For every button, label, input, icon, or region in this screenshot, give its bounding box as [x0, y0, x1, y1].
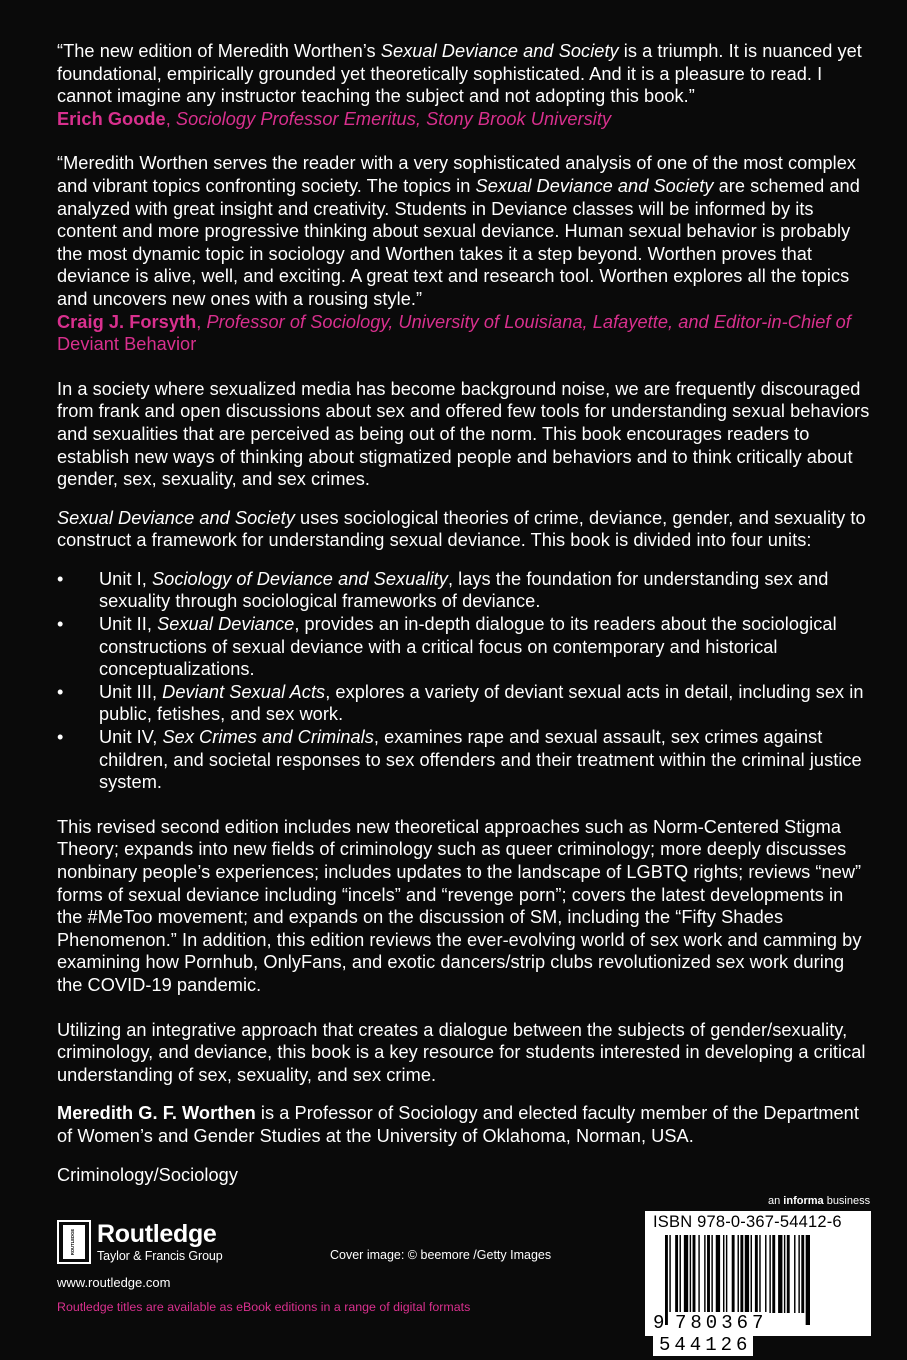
routledge-mark-text: ROUTLEDGE — [70, 1228, 75, 1256]
review-1-attribution: Erich Goode, Sociology Professor Emeritus, Stony Brook University — [57, 108, 612, 129]
informa-brand: informa — [783, 1195, 824, 1207]
back-cover-text — [57, 40, 872, 1186]
review-2-attribution: Craig J. Forsyth, Professor of Sociology, University of Louisiana, Lafayette, and Editor-in-Chief of Deviant Behavior — [57, 311, 851, 355]
routledge-logo — [57, 1220, 257, 1266]
barcode-bar — [787, 1235, 790, 1313]
barcode-bar — [794, 1235, 795, 1313]
barcode-bar — [675, 1235, 678, 1313]
barcode-bar — [698, 1235, 699, 1313]
barcode-bar — [784, 1235, 785, 1313]
isbn-barcode — [645, 1211, 871, 1356]
barcode-bar — [765, 1235, 766, 1313]
barcode-bar — [726, 1235, 727, 1313]
barcode-right-digits: 544126 — [653, 1334, 753, 1356]
unit-title: Sociology of Deviance and Sexuality — [151, 568, 448, 589]
barcode-bar — [716, 1235, 720, 1313]
list-item: • Unit I, Sociology of Deviance and Sexuality, lays the foundation for understanding sex and sexuality through sociological frameworks of deviance. — [57, 568, 829, 612]
review-1 — [57, 40, 872, 108]
description-paragraph-3: This revised second edition includes new theoretical approaches such as Norm-Centered Stigma Theory; expands into new fields of criminology such as queer criminology; more deeply discusses nonbinary people’s experiences; includes updates to the landscape of LGBTQ rights; reviews “new” forms of sexual deviance including “incels” and “revenge porn”; covers the latest developments in the #MeToo movement; and expands on the discussion of SM, including the “Fifty Shades Phenomenon.” In addition, this edition reviews the ever-evolving world of sex work and camming by examining how Pornhub, OnlyFans, and exotic dancers/strip clubs revolutionized sex work during the COVID-19 pandemic. — [57, 816, 862, 995]
publisher-group: Taylor & Francis Group — [97, 1249, 223, 1263]
list-item: • Unit III, Deviant Sexual Acts, explores a variety of deviant sexual acts in detail, including sex in public, fetishes, and sex work. — [57, 681, 864, 725]
reviewer-1-name: Erich Goode — [57, 108, 166, 129]
description-paragraph-4: Utilizing an integrative approach that creates a dialogue between the subjects of gender/sexuality, criminology, and deviance, this book is a key resource for students interested in developing a critical understanding of sex, sexuality, and sex crime. — [57, 1019, 866, 1085]
reviewer-2-name: Craig J. Forsyth — [57, 311, 197, 332]
publisher-name: Routledge — [97, 1220, 217, 1248]
bullet: • — [57, 727, 64, 748]
informa-tagline: an informa business — [768, 1195, 871, 1207]
barcode-bar — [680, 1235, 681, 1313]
barcode-bar — [711, 1235, 712, 1313]
bullet: • — [57, 568, 64, 589]
barcode-bar — [704, 1235, 705, 1313]
barcode-bar — [723, 1235, 724, 1313]
reviewer-2-journal: Deviant Behavior — [57, 334, 197, 355]
unit-title: Sex Crimes and Criminals — [162, 727, 374, 748]
units-list — [57, 568, 872, 794]
barcode-bar — [759, 1235, 760, 1313]
review-1-book-title: Sexual Deviance and Society — [380, 41, 619, 61]
barcode-bar — [755, 1235, 758, 1313]
publisher-website[interactable]: www.routledge.com — [57, 1275, 171, 1290]
barcode-bar — [732, 1235, 735, 1313]
review-1-quote-start: “The new edition of Meredith Worthen’s — [57, 41, 381, 61]
subject-category: Criminology/Sociology — [57, 1164, 238, 1185]
barcode-bar — [745, 1235, 749, 1313]
barcode-bar — [693, 1235, 696, 1313]
barcode-bar — [751, 1235, 752, 1313]
ebook-note: Routledge titles are available as eBook editions in a range of digital formats — [57, 1300, 471, 1314]
routledge-mark-icon — [57, 1220, 91, 1264]
review-2-book-title: Sexual Deviance and Society — [475, 175, 714, 196]
barcode-bar — [684, 1235, 688, 1313]
description-paragraph-1: In a society where sexualized media has become background noise, we are frequently discouraged from frank and open discussions about sex and offered few tools for understanding sexual behaviors and sexualities that are perceived as being out of the norm. This book encourages readers to establish new ways of thinking about stigmatized people and behaviors and to think critically about gender, sex, sexuality, and sex crimes. — [57, 378, 870, 490]
barcode-bar — [772, 1235, 775, 1313]
description-book-title: Sexual Deviance and Society — [57, 507, 295, 528]
review-1-quote-end: is a triumph. It is nuanced yet foundational, empirically grounded yet theoretically sophisticated. And it is a pleasure to read. I cannot imagine any instructor teaching the subject and not adopting this book.” — [57, 41, 862, 107]
review-2-quote-start: “Meredith Worthen serves the reader with a very sophisticated analysis of one of the most complex and vibrant topics confronting society. The topics in — [57, 153, 857, 196]
review-2 — [57, 152, 872, 310]
bullet: • — [57, 614, 64, 635]
barcode-first-digit: 9 — [653, 1312, 665, 1334]
barcode-bar — [778, 1235, 782, 1313]
barcode-left-digits: 780367 — [669, 1312, 769, 1334]
barcode-bar — [707, 1235, 710, 1313]
unit-title: Deviant Sexual Acts — [162, 681, 326, 702]
list-item: • Unit II, Sexual Deviance, provides an in-depth dialogue to its readers about the sociological constructions of sexual deviance with a critical focus on contemporary and historical conceptualizations. — [57, 614, 837, 680]
barcode-bar — [801, 1235, 804, 1313]
reviewer-2-role: Professor of Sociology, University of Louisiana, Lafayette, and Editor-in-Chief of — [206, 311, 851, 332]
author-bio-text: is a Professor of Sociology and elected faculty member of the Department of Women’s and Gender Studies at the University of Oklahoma, Norman, USA. — [57, 1103, 859, 1146]
description-paragraph-2 — [57, 507, 872, 552]
author-name: Meredith G. F. Worthen — [57, 1103, 256, 1124]
reviewer-1-role: Sociology Professor Emeritus, Stony Brook University — [175, 108, 612, 129]
unit-title: Sexual Deviance — [157, 614, 295, 635]
bullet: • — [57, 681, 64, 702]
isbn-label: ISBN 978-0-367-54412-6 — [653, 1213, 842, 1231]
review-2-quote-end: are schemed and analyzed with great insight and creativity. Students in Deviance classes will be informed by its content and more progressive thinking about sexual deviance. Human sexual behavior is probably the most dynamic topic in sociology and Worthen takes it a step beyond. Worthen proves that deviance is alive, well, and exciting. A great text and research tool. Worthen explores all the topics and uncovers new ones with a rousing style.” — [57, 175, 860, 309]
barcode-digits — [653, 1312, 865, 1356]
author-bio — [57, 1102, 872, 1147]
cover-image-credit: Cover image: © beemore /Getty Images — [330, 1248, 552, 1262]
barcode-bar — [798, 1235, 799, 1313]
description-paragraph-2-text: uses sociological theories of crime, deviance, gender, and sexuality to construct a framework for understanding sexual deviance. This book is divided into four units: — [57, 507, 866, 551]
barcode-bar — [690, 1235, 691, 1313]
barcode-bar — [769, 1235, 770, 1313]
list-item: • Unit IV, Sex Crimes and Criminals, examines rape and sexual assault, sex crimes against children, and societal responses to sex offenders and their treatment within the criminal justice system. — [57, 727, 862, 793]
